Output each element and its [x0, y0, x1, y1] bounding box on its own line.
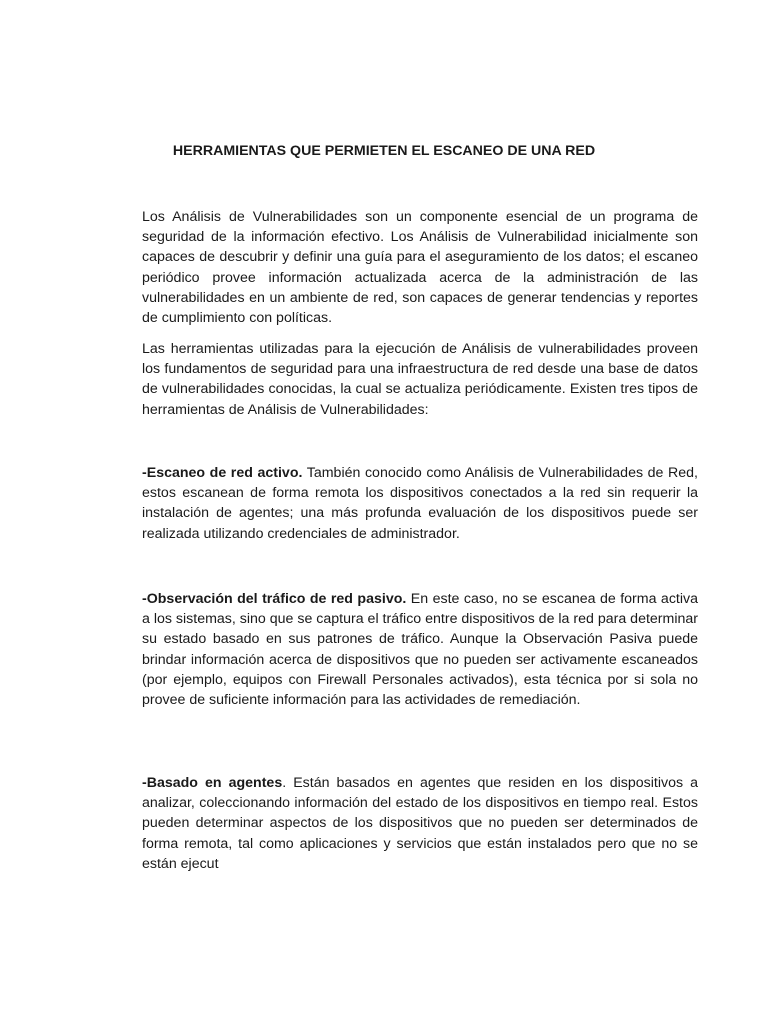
paragraph-text: También conocido como Análisis de Vulnerabilidades de Red, estos escanean de forma remota los dispositivos conectados a la red sin requerir la instalación de agentes; una más profunda evaluación de los dispositivos puede ser realizada utilizando credenciales de administrador. [142, 465, 698, 542]
paragraph-text: . Están basados en agentes que residen en los dispositivos a analizar, coleccionando información del estado de los dispositivos en tiempo real. Estos pueden determinar aspectos de los dispositivos que no pueden ser determinados de forma remota, tal como aplicaciones y servicios que están instalados pero que no se están ejecut [142, 775, 698, 872]
paragraph-lead: -Escaneo de red activo. [142, 465, 303, 481]
paragraph-lead: -Observación del tráfico de red pasivo. [142, 591, 407, 607]
passive-observation-paragraph [142, 589, 698, 710]
paragraph-text: Los Análisis de Vulnerabilidades son un componente esencial de un programa de seguridad de la información efectivo. Los Análisis de Vulnerabilidad inicialmente son capaces de descubrir y definir una guía para el aseguramiento de los datos; el escaneo periódico provee información actualizada acerca de la administración de las vulnerabilidades en un ambiente de red, son capaces de generar tendencias y reportes de cumplimiento con políticas. [142, 209, 698, 327]
agent-based-paragraph [142, 773, 698, 874]
intro-paragraph [142, 207, 698, 328]
paragraph-text: Las herramientas utilizadas para la ejecución de Análisis de vulnerabilidades proveen los fundamentos de seguridad para una infraestructura de red desde una base de datos de vulnerabilidades conocidas, la cual se actualiza periódicamente. Existen tres tipos de herramientas de Análisis de Vulnerabilidades: [142, 341, 698, 418]
tools-paragraph [142, 339, 698, 420]
document-title: HERRAMIENTAS QUE PERMIETEN EL ESCANEO DE UNA RED [172, 143, 596, 159]
paragraph-text: En este caso, no se escanea de forma activa a los sistemas, sino que se captura el tráfico entre dispositivos de la red para determinar su estado basado en sus patrones de tráfico. Aunque la Observación Pasiva puede brindar información acerca de dispositivos que no pueden ser activamente escaneados (por ejemplo, equipos con Firewall Personales activados), esta técnica por si sola no provee de suficiente información para las actividades de remediación. [142, 591, 698, 709]
active-scan-paragraph [142, 463, 698, 544]
paragraph-lead: -Basado en agentes [142, 775, 283, 791]
